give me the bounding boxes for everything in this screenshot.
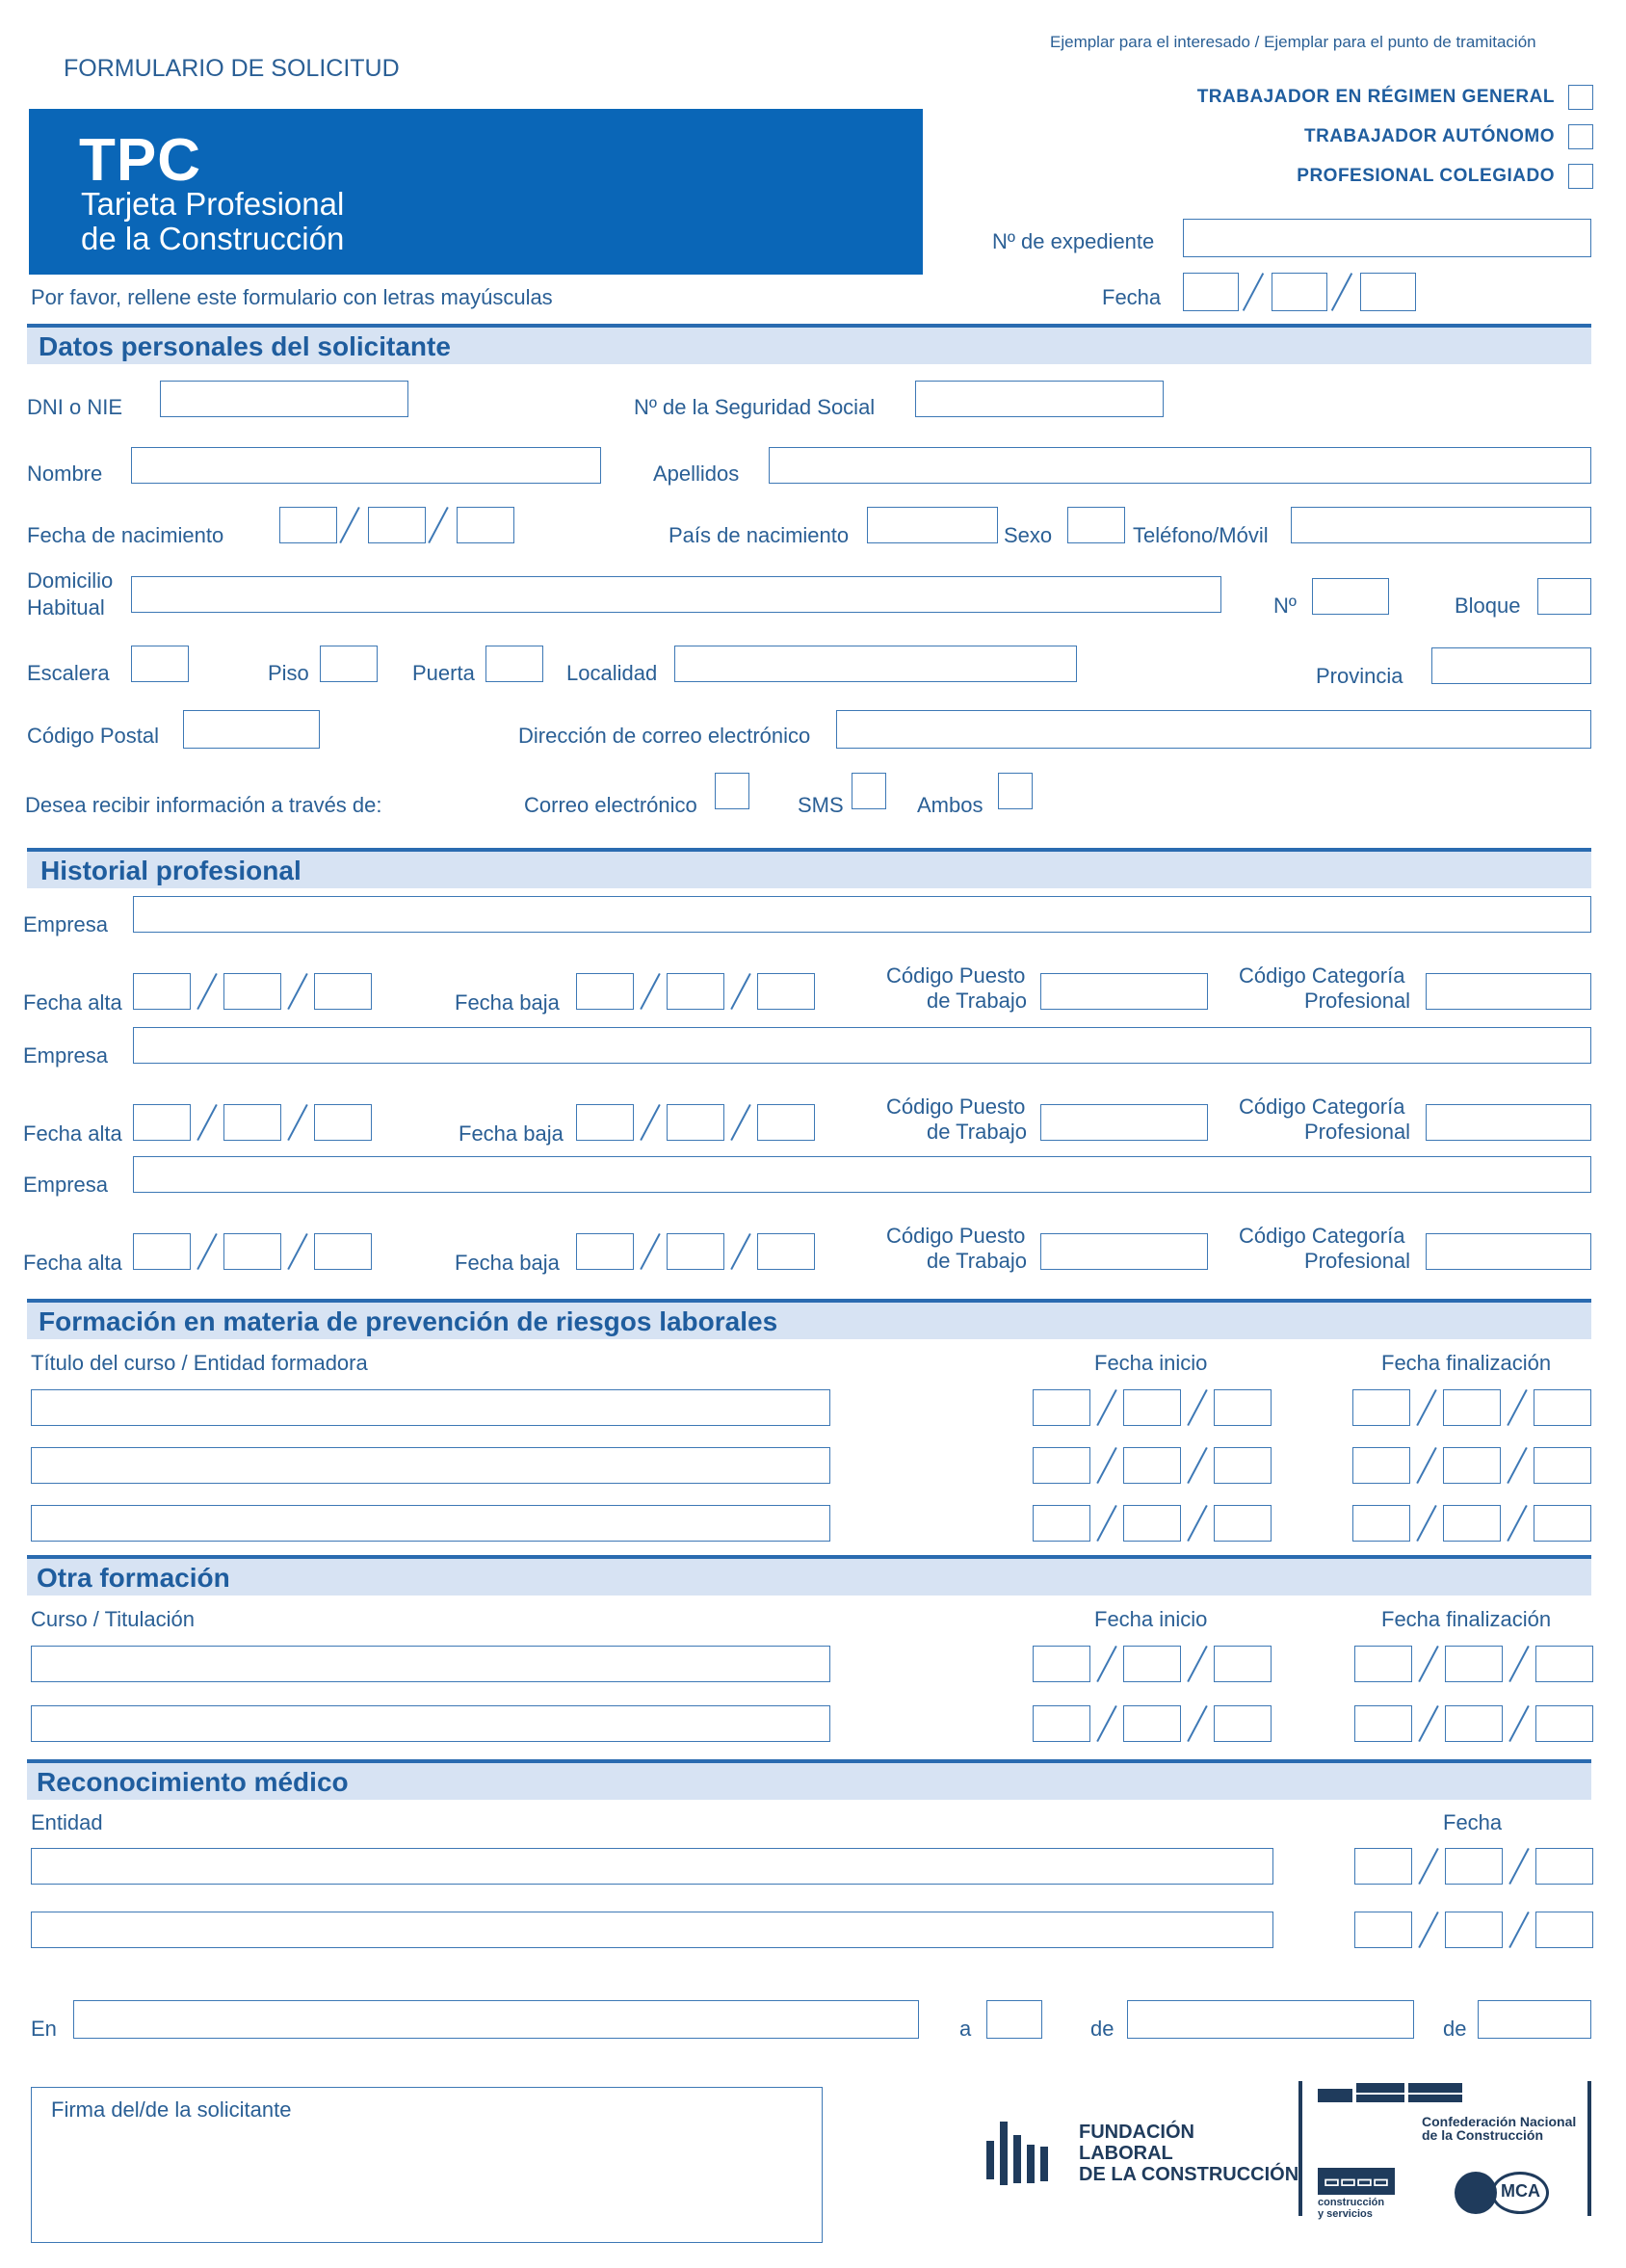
ccoo-logo [1318, 2168, 1404, 2222]
cod-puesto-label-line2: de Trabajo [927, 1249, 1027, 1273]
section-otra [27, 1555, 1591, 1596]
flc-line1: FUNDACIÓN [1079, 2122, 1194, 2143]
flc-logo [984, 2116, 1299, 2193]
date-separator [1507, 1505, 1527, 1542]
date-separator [1418, 1912, 1438, 1948]
cod-cat-field-2[interactable] [1426, 1104, 1591, 1141]
otra-fin-2-part-2[interactable] [1445, 1705, 1503, 1742]
cod-cat-field-3[interactable] [1426, 1233, 1591, 1270]
expediente-field[interactable] [1183, 219, 1591, 257]
empresa-field-2[interactable] [133, 1027, 1591, 1064]
cod-puesto-field-2[interactable] [1040, 1104, 1208, 1141]
date-separator [1508, 1912, 1529, 1948]
signature-label: Firma del/de la solicitante [51, 2097, 292, 2122]
nombre-field[interactable] [131, 447, 601, 484]
fecha-nac-year[interactable] [457, 507, 514, 543]
prevencion-inicio-3-part-2[interactable] [1123, 1505, 1181, 1542]
medico-col-fecha: Fecha [1443, 1810, 1503, 1834]
cod-puesto-label-line2: de Trabajo [927, 989, 1027, 1013]
cp-field[interactable] [183, 710, 320, 749]
domicilio-field[interactable] [131, 576, 1221, 613]
otra-fin-2-part-3[interactable] [1535, 1705, 1593, 1742]
cod-cat-label-line1: Código Categoría [1239, 1094, 1405, 1119]
fecha-day[interactable] [1183, 273, 1239, 311]
dni-label: DNI o NIE [27, 395, 123, 419]
anio-field[interactable] [1478, 2000, 1591, 2039]
date-separator [287, 1104, 307, 1141]
date-separator [1418, 1848, 1438, 1885]
prevencion-titulo-field-1[interactable] [31, 1389, 830, 1426]
ss-label: Nº de la Seguridad Social [634, 395, 876, 419]
opt-sms-label: SMS [798, 793, 844, 817]
fecha-baja-label: Fecha baja [459, 1121, 564, 1146]
signature-field[interactable] [31, 2087, 823, 2243]
apellidos-field[interactable] [769, 447, 1591, 484]
prevencion-titulo-field-3[interactable] [31, 1505, 830, 1542]
date-separator [1187, 1505, 1207, 1542]
date-separator [730, 1233, 750, 1270]
flc-line2: LABORAL [1079, 2143, 1173, 2164]
date-separator [1508, 1705, 1529, 1742]
provincia-label: Provincia [1316, 664, 1403, 688]
fecha-baja-2-part-1[interactable] [576, 1104, 634, 1141]
section-historial [27, 848, 1591, 888]
dia-field[interactable] [986, 2000, 1042, 2039]
prevencion-fin-1-part-2[interactable] [1443, 1389, 1501, 1426]
date-separator [1096, 1505, 1116, 1542]
opt-sms-checkbox[interactable] [852, 773, 886, 809]
otra-inicio-1-part-1[interactable] [1033, 1646, 1090, 1682]
fecha-baja-label: Fecha baja [455, 990, 560, 1015]
cp-label: Código Postal [27, 724, 159, 748]
date-separator [1416, 1505, 1436, 1542]
tpc-logo-mark: TPC [79, 127, 201, 194]
expediente-label: Nº de expediente [992, 229, 1155, 253]
cod-cat-field-1[interactable] [1426, 973, 1591, 1010]
tpc-logo-line1: Tarjeta Profesional [81, 186, 345, 222]
medico-entidad-field-1[interactable] [31, 1848, 1273, 1885]
telefono-field[interactable] [1291, 507, 1591, 543]
date-separator [1096, 1389, 1116, 1426]
empresa-label: Empresa [23, 912, 109, 936]
prevencion-fin-2-part-3[interactable] [1534, 1447, 1591, 1484]
prevencion-titulo-field-2[interactable] [31, 1447, 830, 1484]
fecha-alta-3-part-2[interactable] [223, 1233, 281, 1270]
prevencion-col-fin: Fecha finalización [1381, 1351, 1552, 1375]
otra-inicio-2-part-3[interactable] [1214, 1705, 1272, 1742]
date-separator [1507, 1447, 1527, 1484]
date-separator [1331, 273, 1352, 311]
domicilio-label-line2: Habitual [27, 595, 105, 620]
otra-col-inicio: Fecha inicio [1094, 1607, 1208, 1631]
footer-divider-right [1587, 2081, 1591, 2216]
fecha-alta-2-part-1[interactable] [133, 1104, 191, 1141]
prevencion-col-titulo: Título del curso / Entidad formadora [31, 1351, 368, 1375]
fecha-alta-1-part-1[interactable] [133, 973, 191, 1010]
date-separator [197, 1233, 217, 1270]
footer-divider [1298, 2081, 1302, 2216]
piso-field[interactable] [320, 646, 378, 682]
otra-col-titulo: Curso / Titulación [31, 1607, 195, 1631]
date-separator [1187, 1389, 1207, 1426]
date-separator [1096, 1447, 1116, 1484]
bloque-field[interactable] [1537, 578, 1591, 615]
prevencion-col-inicio: Fecha inicio [1094, 1351, 1208, 1375]
prevencion-fin-1-part-3[interactable] [1534, 1389, 1591, 1426]
empresa-field-3[interactable] [133, 1156, 1591, 1193]
otra-inicio-1-part-3[interactable] [1214, 1646, 1272, 1682]
date-separator [287, 973, 307, 1010]
fecha-alta-1-part-3[interactable] [314, 973, 372, 1010]
fecha-baja-2-part-2[interactable] [667, 1104, 724, 1141]
piso-label: Piso [268, 661, 309, 685]
section-medico [27, 1759, 1591, 1800]
fecha-nac-day[interactable] [279, 507, 337, 543]
prevencion-inicio-3-part-3[interactable] [1214, 1505, 1272, 1542]
cnc-logo-mark-icon [1318, 2083, 1462, 2104]
opt-email-label: Correo electrónico [524, 793, 697, 817]
fecha-nac-month[interactable] [368, 507, 426, 543]
localidad-field[interactable] [674, 646, 1077, 682]
prevencion-inicio-1-part-1[interactable] [1033, 1389, 1090, 1426]
cnc-line2: de la Construcción [1422, 2127, 1544, 2143]
option-autonomo-checkbox[interactable] [1568, 124, 1593, 149]
option-autonomo-label: TRABAJADOR AUTÓNOMO [1303, 126, 1555, 146]
fecha-alta-3-part-1[interactable] [133, 1233, 191, 1270]
medico-fecha-1-part-2[interactable] [1445, 1848, 1503, 1885]
fecha-alta-2-part-2[interactable] [223, 1104, 281, 1141]
date-separator [1508, 1646, 1529, 1682]
date-separator [730, 1104, 750, 1141]
date-separator [428, 507, 448, 543]
fecha-label: Fecha [1102, 285, 1162, 309]
date-separator [339, 507, 359, 543]
instructions: Por favor, rellene este formulario con letras mayúsculas [31, 285, 553, 309]
fecha-baja-2-part-3[interactable] [757, 1104, 815, 1141]
section-personal [27, 324, 1591, 364]
prevencion-inicio-2-part-1[interactable] [1033, 1447, 1090, 1484]
escalera-label: Escalera [27, 661, 110, 685]
lugar-field[interactable] [73, 2000, 919, 2039]
cod-cat-label-line2: Profesional [1304, 1120, 1411, 1144]
date-separator [1187, 1447, 1207, 1484]
date-separator [640, 973, 660, 1010]
sexo-label: Sexo [1004, 523, 1053, 547]
form-title: FORMULARIO DE SOLICITUD [64, 55, 400, 82]
telefono-label: Teléfono/Móvil [1133, 523, 1269, 547]
cod-cat-label-line2: Profesional [1304, 1249, 1411, 1273]
otra-inicio-2-part-1[interactable] [1033, 1705, 1090, 1742]
medico-fecha-1-part-3[interactable] [1535, 1848, 1593, 1885]
date-separator [1187, 1646, 1207, 1682]
medico-fecha-1-part-1[interactable] [1354, 1848, 1412, 1885]
provincia-field[interactable] [1431, 647, 1591, 684]
ugt-mca-logo [1455, 2168, 1564, 2222]
option-colegiado-label: PROFESIONAL COLEGIADO [1297, 166, 1555, 186]
cod-puesto-field-3[interactable] [1040, 1233, 1208, 1270]
section-historial-title: Historial profesional [40, 856, 302, 885]
prevencion-inicio-2-part-3[interactable] [1214, 1447, 1272, 1484]
numero-label: Nº [1273, 593, 1297, 618]
opt-email-checkbox[interactable] [715, 773, 749, 809]
date-separator [640, 1104, 660, 1141]
fecha-baja-3-part-2[interactable] [667, 1233, 724, 1270]
prevencion-inicio-3-part-1[interactable] [1033, 1505, 1090, 1542]
empresa-label: Empresa [23, 1173, 109, 1197]
flc-line3: DE LA CONSTRUCCIÓN [1079, 2164, 1299, 2185]
dni-field[interactable] [160, 381, 408, 417]
fecha-baja-1-part-1[interactable] [576, 973, 634, 1010]
date-separator [1507, 1389, 1527, 1426]
prevencion-fin-2-part-1[interactable] [1352, 1447, 1410, 1484]
fecha-baja-3-part-3[interactable] [757, 1233, 815, 1270]
copy-note: Ejemplar para el interesado / Ejemplar para el punto de tramitación [1050, 33, 1536, 51]
fecha-alta-3-part-3[interactable] [314, 1233, 372, 1270]
medico-col-entidad: Entidad [31, 1810, 103, 1834]
opt-ambos-checkbox[interactable] [998, 773, 1033, 809]
desea-label: Desea recibir información a través de: [25, 793, 382, 817]
fecha-baja-1-part-3[interactable] [757, 973, 815, 1010]
section-prevencion-title: Formación en materia de prevención de riesgos laborales [39, 1306, 778, 1336]
date-separator [1243, 273, 1264, 311]
fecha-nac-label: Fecha de nacimiento [27, 523, 224, 547]
section-prevencion [27, 1299, 1591, 1339]
fecha-baja-1-part-2[interactable] [667, 973, 724, 1010]
fecha-alta-label: Fecha alta [23, 1121, 122, 1146]
date-separator [1096, 1705, 1116, 1742]
email-field[interactable] [836, 710, 1591, 749]
anio-label: de [1443, 2017, 1467, 2041]
cod-cat-label-line2: Profesional [1304, 989, 1411, 1013]
date-separator [730, 973, 750, 1010]
cnc-line1: Confederación Nacional [1422, 2114, 1577, 2129]
pais-nac-field[interactable] [867, 507, 998, 543]
ss-field[interactable] [915, 381, 1164, 417]
cod-puesto-label-line1: Código Puesto [886, 1094, 1026, 1119]
medico-fecha-2-part-3[interactable] [1535, 1912, 1593, 1948]
numero-field[interactable] [1312, 578, 1389, 615]
fecha-year[interactable] [1360, 273, 1416, 311]
ccoo-line1: construcción [1318, 2197, 1385, 2208]
mes-label: de [1090, 2017, 1115, 2041]
puerta-label: Puerta [412, 661, 475, 685]
section-personal-title: Datos personales del solicitante [39, 331, 451, 361]
escalera-field[interactable] [131, 646, 189, 682]
section-otra-title: Otra formación [37, 1563, 230, 1593]
apellidos-label: Apellidos [653, 462, 740, 486]
mes-field[interactable] [1127, 2000, 1414, 2039]
date-separator [1508, 1848, 1529, 1885]
empresa-field-1[interactable] [133, 896, 1591, 933]
cod-puesto-label-line1: Código Puesto [886, 1224, 1026, 1248]
cod-cat-label-line1: Código Categoría [1239, 963, 1405, 988]
date-separator [1416, 1389, 1436, 1426]
tpc-logo-line2: de la Construcción [81, 221, 345, 256]
prevencion-fin-3-part-2[interactable] [1443, 1505, 1501, 1542]
ccoo-mark-icon: ▭▭▭▭ [1318, 2168, 1395, 2195]
otra-col-fin: Fecha finalización [1381, 1607, 1552, 1631]
email-label: Dirección de correo electrónico [518, 724, 811, 748]
date-separator [1096, 1646, 1116, 1682]
fecha-alta-2-part-3[interactable] [314, 1104, 372, 1141]
mca-text: MCA [1501, 2181, 1540, 2201]
prevencion-inicio-2-part-2[interactable] [1123, 1447, 1181, 1484]
otra-fin-1-part-1[interactable] [1354, 1646, 1412, 1682]
cod-puesto-label-line2: de Trabajo [927, 1120, 1027, 1144]
prevencion-fin-3-part-3[interactable] [1534, 1505, 1591, 1542]
cnc-logo [1318, 2083, 1584, 2141]
date-separator [287, 1233, 307, 1270]
otra-inicio-1-part-2[interactable] [1123, 1646, 1181, 1682]
cod-puesto-label-line1: Código Puesto [886, 963, 1026, 988]
prevencion-fin-1-part-1[interactable] [1352, 1389, 1410, 1426]
empresa-label: Empresa [23, 1043, 109, 1068]
fecha-alta-1-part-2[interactable] [223, 973, 281, 1010]
fecha-alta-label: Fecha alta [23, 1251, 122, 1275]
date-separator [197, 1104, 217, 1141]
ccoo-line2: y servicios [1318, 2208, 1373, 2220]
nombre-label: Nombre [27, 462, 103, 486]
bloque-label: Bloque [1455, 593, 1521, 618]
section-medico-title: Reconocimiento médico [37, 1767, 349, 1797]
lugar-label: En [31, 2017, 57, 2041]
flc-logo-bars-icon [984, 2116, 1052, 2189]
prevencion-fin-3-part-1[interactable] [1352, 1505, 1410, 1542]
option-colegiado-checkbox[interactable] [1568, 164, 1593, 189]
medico-entidad-field-2[interactable] [31, 1912, 1273, 1948]
localidad-label: Localidad [566, 661, 658, 685]
date-separator [640, 1233, 660, 1270]
medico-fecha-2-part-2[interactable] [1445, 1912, 1503, 1948]
otra-fin-1-part-2[interactable] [1445, 1646, 1503, 1682]
otra-inicio-2-part-2[interactable] [1123, 1705, 1181, 1742]
cod-puesto-field-1[interactable] [1040, 973, 1208, 1010]
option-regimen-general-label: TRABAJADOR EN RÉGIMEN GENERAL [1196, 87, 1555, 107]
fecha-baja-3-part-1[interactable] [576, 1233, 634, 1270]
date-separator [1187, 1705, 1207, 1742]
date-separator [197, 973, 217, 1010]
pais-nac-label: País de nacimiento [669, 523, 850, 547]
otra-fin-1-part-3[interactable] [1535, 1646, 1593, 1682]
cod-cat-label-line1: Código Categoría [1239, 1224, 1405, 1248]
puerta-field[interactable] [485, 646, 543, 682]
prevencion-inicio-1-part-2[interactable] [1123, 1389, 1181, 1426]
otra-fin-2-part-1[interactable] [1354, 1705, 1412, 1742]
otra-titulo-field-1[interactable] [31, 1646, 830, 1682]
fecha-month[interactable] [1272, 273, 1327, 311]
opt-ambos-label: Ambos [917, 793, 983, 817]
medico-fecha-2-part-1[interactable] [1354, 1912, 1412, 1948]
fecha-baja-label: Fecha baja [455, 1251, 560, 1275]
sexo-field[interactable] [1067, 507, 1125, 543]
date-separator [1418, 1646, 1438, 1682]
prevencion-inicio-1-part-3[interactable] [1214, 1389, 1272, 1426]
fecha-alta-label: Fecha alta [23, 990, 122, 1015]
tpc-logo [29, 109, 923, 275]
dia-label: a [959, 2017, 972, 2041]
date-separator [1416, 1447, 1436, 1484]
prevencion-fin-2-part-2[interactable] [1443, 1447, 1501, 1484]
domicilio-label-line1: Domicilio [27, 568, 114, 593]
otra-titulo-field-2[interactable] [31, 1705, 830, 1742]
date-separator [1418, 1705, 1438, 1742]
option-regimen-general-checkbox[interactable] [1568, 85, 1593, 110]
